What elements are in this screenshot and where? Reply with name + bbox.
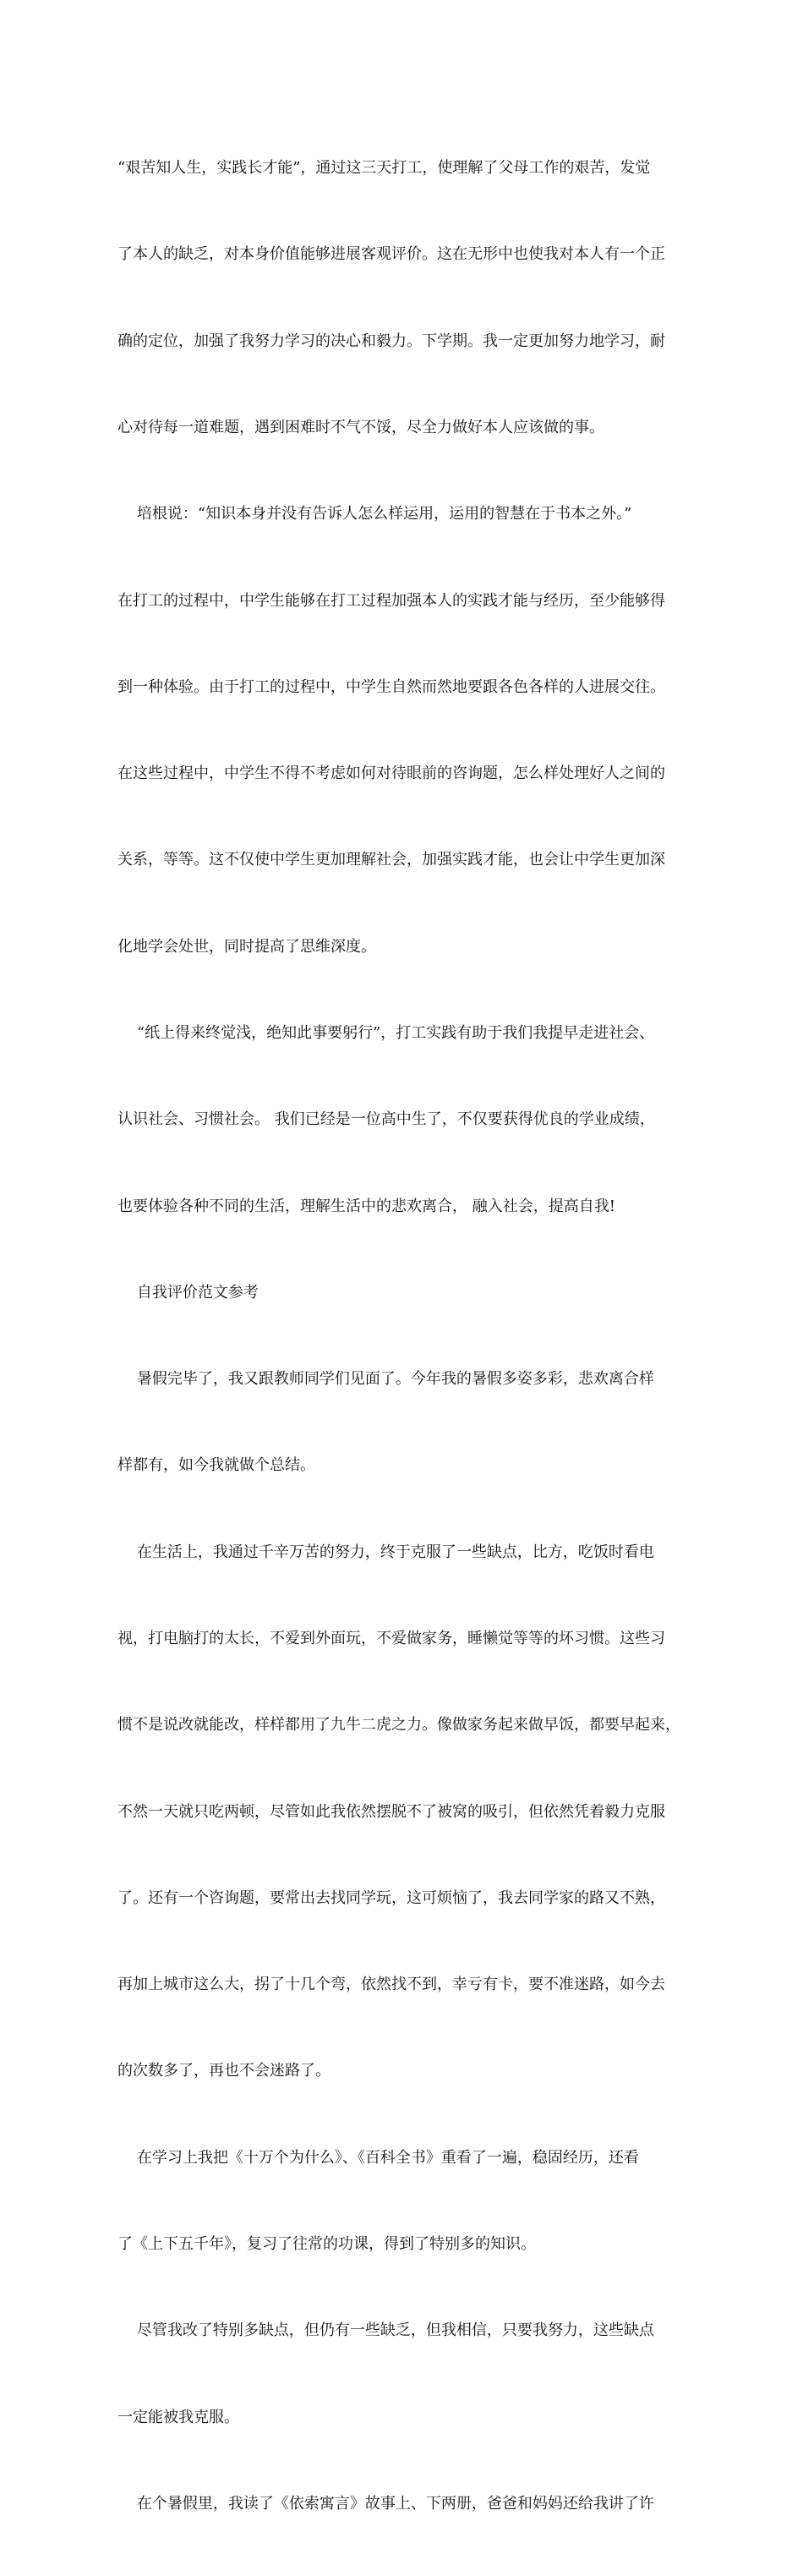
document-body	[117, 96, 701, 2576]
text-line: 认识社会、习惯社会。 我们已经是一位高中生了，不仅要获得优良的学业成绩，	[117, 1110, 655, 1129]
text-line: 在打工的过程中，中学生能够在打工过程加强本人的实践才能与经历，至少能够得	[117, 591, 665, 610]
text-line: 不然一天就只吃两顿，尽管如此我依然摆脱不了被窝的吸引，但依然凭着毅力克服	[117, 1802, 665, 1821]
text-line: 培根说：“知识本身并没有告诉人怎么样运用，运用的智慧在于书本之外。”	[117, 505, 632, 523]
text-line: 了《上下五千年》，复习了往常的功课，得到了特别多的知识。	[117, 2234, 536, 2253]
text-line: 也要体验各种不同的生活，理解生活中的悲欢离合， 融入社会，提高自我!	[117, 1197, 615, 1215]
section-heading: 自我评价范文参考	[117, 1283, 259, 1302]
text-line: 惯不是说改就能改，样样都用了九牛二虎之力。像做家务起来做早饭，都要早起来，	[117, 1716, 680, 1735]
text-line: 在生活上，我通过千辛万苦的努力，终于克服了一些缺点，比方，吃饭时看电	[117, 1543, 654, 1561]
text-line: 化地学会处世，同时提高了思维深度。	[117, 937, 376, 956]
text-line: 了本人的缺乏，对本身价值能够进展客观评价。这在无形中也使我对本人有一个正	[117, 245, 665, 264]
text-line: 确的定位，加强了我努力学习的决心和毅力。下学期。我一定更加努力地学习，耐	[117, 332, 665, 350]
text-line: “纸上得来终觉浅，绝知此事要躬行”，打工实践有助于我们我提早走进社会、	[117, 1024, 655, 1042]
text-line: 样都有，如今我就做个总结。	[117, 1456, 315, 1475]
text-line: 到一种体验。由于打工的过程中，中学生自然而然地要跟各色各样的人进展交往。	[117, 677, 665, 696]
text-line: 在这些过程中，中学生不得不考虑如何对待眼前的咨询题，怎么样处理好人之间的	[117, 765, 665, 783]
text-line: 在学习上我把《十万个为什么》、《百科全书》重看了一遍，稳固经历，还看	[117, 2148, 639, 2167]
text-line: “艰苦知人生，实践长才能”，通过这三天打工，使理解了父母工作的艰苦，发觉	[117, 159, 651, 178]
text-line: 了。还有一个咨询题，要常出去找同学玩，这可烦恼了，我去同学家的路又不熟，	[117, 1888, 665, 1907]
text-line: 的次数多了，再也不会迷路了。	[117, 2062, 330, 2080]
text-line: 一定能被我克服。	[117, 2408, 239, 2426]
text-line: 心对待每一道难题，遇到困难时不气不馁，尽全力做好本人应该做的事。	[117, 419, 604, 437]
text-line: 尽管我改了特别多缺点，但仍有一些缺乏，但我相信，只要我努力，这些缺点	[117, 2321, 654, 2340]
text-line: 暑假完毕了，我又跟教师同学们见面了。今年我的暑假多姿多彩，悲欢离合样	[117, 1370, 654, 1389]
text-line: 关系，等等。这不仅使中学生更加理解社会，加强实践才能，也会让中学生更加深	[117, 851, 665, 869]
text-line: 在个暑假里，我读了《依索寓言》故事上、下两册，爸爸和妈妈还给我讲了许	[117, 2494, 654, 2513]
text-line: 视，打电脑打的太长，不爱到外面玩，不爱做家务，睡懒觉等等的坏习惯。这些习	[117, 1629, 665, 1647]
text-line: 再加上城市这么大，拐了十几个弯，依然找不到，幸亏有卡，要不准迷路，如今去	[117, 1976, 665, 1994]
